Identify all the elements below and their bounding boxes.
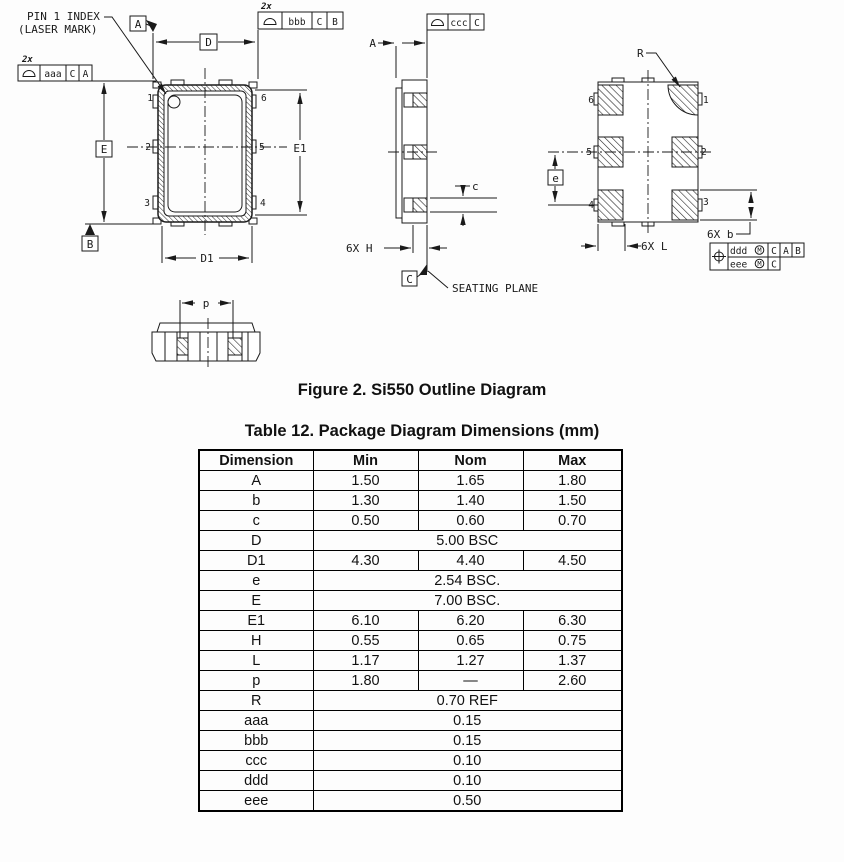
nom-cell: 1.40 xyxy=(418,491,523,511)
callout-bbb-tol: bbb xyxy=(288,17,306,28)
value-span-cell: 0.70 REF xyxy=(313,691,622,711)
pin1-note-line2: (LASER MARK) xyxy=(18,23,98,36)
table-row xyxy=(199,771,622,791)
nom-cell: 1.27 xyxy=(418,651,523,671)
fcf-ddd-ref3: B xyxy=(795,246,801,257)
callout-bbb-qty: 2x xyxy=(261,2,272,12)
pad-pin-5: 5 xyxy=(586,147,592,158)
datum-a-label: A xyxy=(134,18,142,31)
dim-E1-label: E1 xyxy=(293,142,307,155)
seating-plane-label: SEATING PLANE xyxy=(452,282,539,295)
front-pin-4: 4 xyxy=(260,198,266,209)
table-row xyxy=(199,511,622,531)
dimension-cell: E1 xyxy=(199,611,313,631)
dimension-cell: H xyxy=(199,631,313,651)
col-header-min: Min xyxy=(313,450,418,471)
front-pin-3: 3 xyxy=(144,198,150,209)
value-span-cell: 2.54 BSC. xyxy=(313,571,622,591)
bottom-view xyxy=(152,318,260,369)
dimension-cell: ddd xyxy=(199,771,313,791)
nom-cell: 4.40 xyxy=(418,551,523,571)
dimension-cell: D xyxy=(199,531,313,551)
dim-D1-label: D1 xyxy=(200,252,214,265)
callout-ccc xyxy=(427,14,484,78)
nom-cell: — xyxy=(418,671,523,691)
dimension-D1 xyxy=(162,226,252,265)
side-view xyxy=(388,80,439,223)
table-row xyxy=(199,531,622,551)
table-row xyxy=(199,631,622,651)
callout-aaa-tol: aaa xyxy=(44,69,62,80)
pad-pin-6: 6 xyxy=(588,95,594,106)
table-row xyxy=(199,751,622,771)
dimension-cell: eee xyxy=(199,791,313,812)
nom-cell: 0.60 xyxy=(418,511,523,531)
value-span-cell: 0.10 xyxy=(313,771,622,791)
dimension-c xyxy=(430,180,497,226)
table-row xyxy=(199,711,622,731)
min-cell: 0.55 xyxy=(313,631,418,651)
pad-view xyxy=(548,70,712,236)
dimension-cell: E xyxy=(199,591,313,611)
table-title: Table 12. Package Diagram Dimensions (mm) xyxy=(244,422,600,440)
table-row xyxy=(199,471,622,491)
table-row xyxy=(199,791,622,812)
outline-diagram xyxy=(0,0,844,375)
dim-c-label: c xyxy=(472,180,479,193)
pin1-note-line1: PIN 1 INDEX xyxy=(27,10,100,23)
value-span-cell: 0.15 xyxy=(313,711,622,731)
dimension-cell: A xyxy=(199,471,313,491)
min-cell: 1.17 xyxy=(313,651,418,671)
max-cell: 4.50 xyxy=(523,551,622,571)
max-cell: 1.80 xyxy=(523,471,622,491)
dimensions-table-body xyxy=(199,471,622,812)
dimension-cell: D1 xyxy=(199,551,313,571)
dim-e-label: e xyxy=(552,172,559,185)
col-header-nom: Nom xyxy=(418,450,523,471)
min-cell: 1.30 xyxy=(313,491,418,511)
min-cell: 1.50 xyxy=(313,471,418,491)
table-row xyxy=(199,551,622,571)
datum-b-label: B xyxy=(86,238,94,251)
front-pin-6: 6 xyxy=(261,93,267,104)
dim-E-label: E xyxy=(100,143,108,156)
datum-b-flag xyxy=(82,224,98,251)
fcf-eee-ref1: C xyxy=(771,259,777,271)
pin1-index-mark xyxy=(168,96,180,108)
dimension-H xyxy=(346,225,447,272)
dimension-e xyxy=(548,155,563,202)
callout-ccc-tol: ccc xyxy=(450,18,468,29)
fcf-ddd-ref1: C xyxy=(771,246,777,257)
callout-aaa-qty: 2x xyxy=(22,55,33,65)
table-row xyxy=(199,671,622,691)
nom-cell: 1.65 xyxy=(418,471,523,491)
table-row xyxy=(199,591,622,611)
dim-b-label: 6X b xyxy=(707,228,734,241)
dimension-cell: bbb xyxy=(199,731,313,751)
dimensions-table xyxy=(198,449,623,812)
max-cell: 1.37 xyxy=(523,651,622,671)
datum-c-label: C xyxy=(406,273,413,286)
dimension-cell: e xyxy=(199,571,313,591)
dimension-A xyxy=(369,37,425,78)
table-row xyxy=(199,691,622,711)
callout-aaa-ref2: A xyxy=(82,69,89,80)
col-header-dimension: Dimension xyxy=(199,450,313,471)
dimension-cell: ccc xyxy=(199,751,313,771)
min-cell: 6.10 xyxy=(313,611,418,631)
table-row xyxy=(199,491,622,511)
col-header-max: Max xyxy=(523,450,622,471)
dim-L-label: 6X L xyxy=(641,240,668,253)
dimension-D xyxy=(153,30,258,79)
dim-D-label: D xyxy=(205,36,212,49)
dimension-cell: c xyxy=(199,511,313,531)
dimension-L xyxy=(581,224,668,253)
max-cell: 6.30 xyxy=(523,611,622,631)
table-header-row xyxy=(199,450,622,471)
callout-aaa xyxy=(18,55,92,81)
seating-plane xyxy=(402,264,538,295)
dimension-cell: b xyxy=(199,491,313,511)
value-span-cell: 0.10 xyxy=(313,751,622,771)
value-span-cell: 5.00 BSC xyxy=(313,531,622,551)
max-cell: 2.60 xyxy=(523,671,622,691)
dimension-cell: p xyxy=(199,671,313,691)
min-cell: 1.80 xyxy=(313,671,418,691)
table-row xyxy=(199,651,622,671)
nom-cell: 6.20 xyxy=(418,611,523,631)
dim-p-label: p xyxy=(202,297,210,310)
table-row xyxy=(199,611,622,631)
value-span-cell: 0.50 xyxy=(313,791,622,812)
pad-pin-2: 2 xyxy=(701,147,707,158)
front-pin-5: 5 xyxy=(259,142,265,153)
callout-bbb-ref1: C xyxy=(316,17,323,28)
callout-aaa-ref1: C xyxy=(69,69,76,80)
dim-H-label: 6X H xyxy=(346,242,373,255)
fcf-eee-tol: eee xyxy=(730,259,748,271)
dimension-cell: aaa xyxy=(199,711,313,731)
dimension-cell: L xyxy=(199,651,313,671)
pad-pin-3: 3 xyxy=(703,197,709,208)
callout-bbb-ref2: B xyxy=(332,17,338,28)
value-span-cell: 0.15 xyxy=(313,731,622,751)
nom-cell: 0.65 xyxy=(418,631,523,651)
dim-R-label: R xyxy=(637,47,644,60)
figure-caption: Figure 2. Si550 Outline Diagram xyxy=(297,381,547,399)
pad-pin-4: 4 xyxy=(588,200,594,211)
front-pin-1: 1 xyxy=(147,93,153,104)
position-fcf xyxy=(710,243,804,271)
dim-A-label: A xyxy=(369,37,376,50)
min-cell: 0.50 xyxy=(313,511,418,531)
table-row xyxy=(199,731,622,751)
front-view xyxy=(127,68,287,235)
pad-pin-1: 1 xyxy=(703,95,709,106)
value-span-cell: 7.00 BSC. xyxy=(313,591,622,611)
callout-bbb xyxy=(258,2,343,29)
fcf-ddd-ref2: A xyxy=(783,246,789,257)
datum-a-flag xyxy=(130,16,157,32)
fcf-ddd-mod: M xyxy=(757,246,762,255)
fcf-eee-mod: M xyxy=(757,260,762,269)
min-cell: 4.30 xyxy=(313,551,418,571)
front-pin-2: 2 xyxy=(145,142,151,153)
max-cell: 1.50 xyxy=(523,491,622,511)
table-row xyxy=(199,571,622,591)
max-cell: 0.70 xyxy=(523,511,622,531)
dimension-cell: R xyxy=(199,691,313,711)
max-cell: 0.75 xyxy=(523,631,622,651)
callout-ccc-ref1: C xyxy=(474,18,480,29)
fcf-ddd-tol: ddd xyxy=(730,246,748,257)
